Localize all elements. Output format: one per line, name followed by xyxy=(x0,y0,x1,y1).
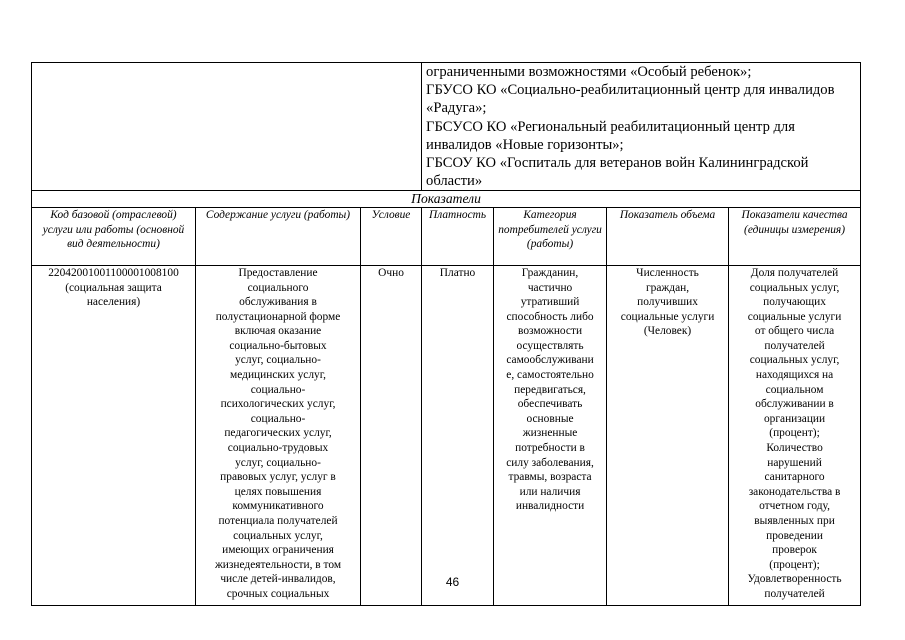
cell-condition: Очно xyxy=(361,265,422,605)
header-category: Категория потребителей услуги (работы) xyxy=(494,207,607,265)
section-title: Показатели xyxy=(32,191,861,208)
service-table xyxy=(31,62,861,606)
organizations-row xyxy=(32,63,861,191)
table-row xyxy=(32,265,861,605)
header-code: Код базовой (отраслевой) услуги или работы (основной вид деятельности) xyxy=(32,207,196,265)
section-title-row xyxy=(32,191,861,208)
cell-quality: Доля получателей социальных услуг, получающих социальные услуги от общего числа получателей социальных услуг, находящихся на социальном обслуживании в организации (процент); Количество нарушений санитарного законодательства в отчетном году, выявленных при проведении проверок (процент); Удовлетворенность получателей xyxy=(729,265,861,605)
header-quality: Показатели качества (единицы измерения) xyxy=(729,207,861,265)
header-content: Содержание услуги (работы) xyxy=(196,207,361,265)
page-number: 46 xyxy=(445,575,460,589)
cell-volume: Численность граждан, получивших социальные услуги (Человек) xyxy=(607,265,729,605)
cell-category: Гражданин, частично утративший способность либо возможности осуществлять самообслуживани е, самостоятельно передвигаться, обеспечивать основные жизненные потребности в силу заболевания, травмы, возраста или наличия инвалидности xyxy=(494,265,607,605)
cell-payment: Платно xyxy=(422,265,494,605)
organizations-list: ограниченными возможностями «Особый ребенок»; ГБУСО КО «Социально-реабилитационный центр для инвалидов «Радуга»; ГБСУСО КО «Региональный реабилитационный центр для инвалидов «Новые горизонты»; ГБСОУ КО «Госпиталь для ветеранов войн Калининградской области» xyxy=(422,63,861,191)
header-condition: Условие xyxy=(361,207,422,265)
cell-content: Предоставление социального обслуживания в полустационарной форме включая оказание социально-бытовых услуг, социально- медицинских услуг, социально- психологических услуг, социально- педагогических услуг, социально-трудовых услуг, социально- правовых услуг, услуг в целях повышения коммуникативного потенциала получателей социальных услуг, имеющих ограничения жизнедеятельности, в том числе детей-инвалидов, срочных социальных xyxy=(196,265,361,605)
header-payment: Платность xyxy=(422,207,494,265)
header-row xyxy=(32,207,861,265)
header-volume: Показатель объема xyxy=(607,207,729,265)
empty-cell xyxy=(32,63,422,191)
cell-code: 22042001001100001008100 (социальная защита населения) xyxy=(32,265,196,605)
